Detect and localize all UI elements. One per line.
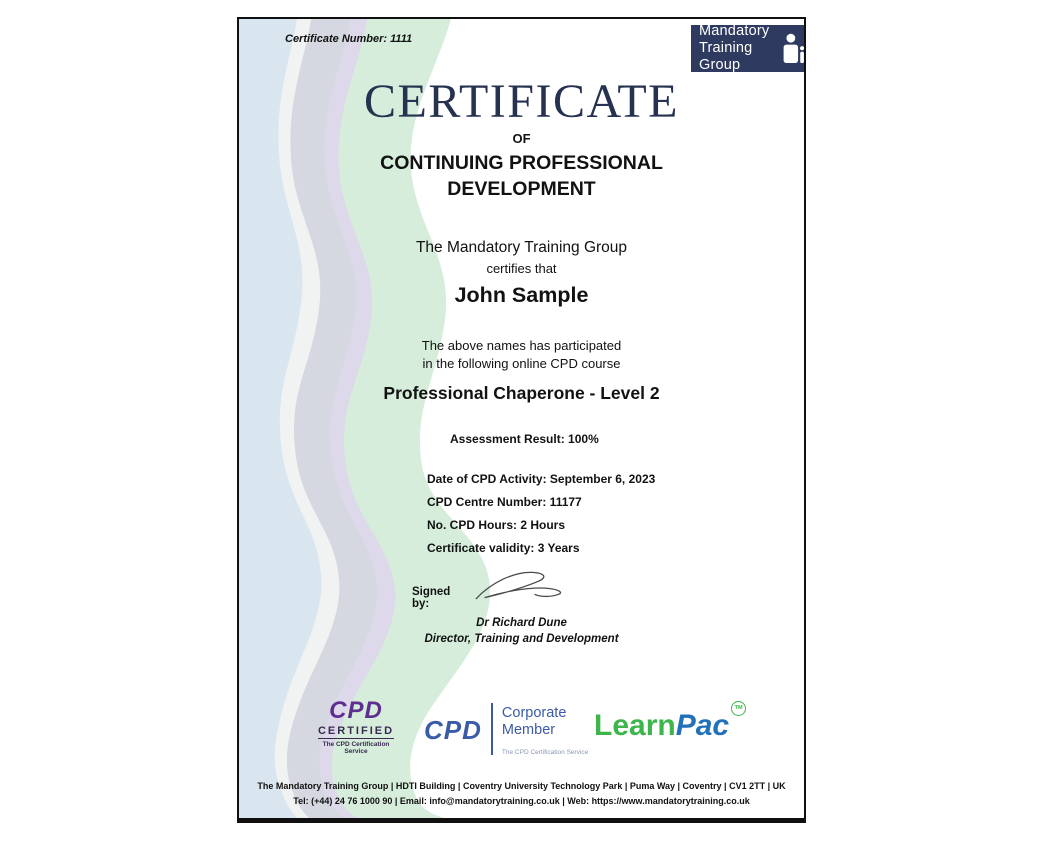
learnpac-tm-badge: TM <box>731 701 746 716</box>
title-of: OF <box>512 131 531 146</box>
cpd-corporate-divider <box>491 703 493 755</box>
footer-contact: Tel: (+44) 24 76 1000 90 | Email: info@mandatorytraining.co.uk | Web: https://www.mandatorytraining.co.uk <box>293 796 750 806</box>
certificate-subtitle <box>239 150 804 202</box>
cpd-corporate-cpd-text: CPD <box>424 715 482 745</box>
detail-date: Date of CPD Activity: September 6, 2023 <box>427 472 656 486</box>
certificate-page <box>237 17 806 823</box>
cpd-corporate-member-line1: Corporate <box>501 705 567 721</box>
participation-line1: The above names has participated <box>421 338 622 353</box>
subtitle-line1: CONTINUING PROFESSIONAL <box>380 152 663 174</box>
course-title: Professional Chaperone - Level 2 <box>383 383 660 403</box>
certificate-title: CERTIFICATE <box>364 75 679 128</box>
cpd-certified-logo <box>311 697 401 755</box>
detail-hours: No. CPD Hours: 2 Hours <box>427 518 566 532</box>
cpd-certified-label: CERTIFIED <box>317 725 395 737</box>
accreditation-badges <box>239 697 804 767</box>
subtitle-line2: DEVELOPMENT <box>447 178 596 200</box>
cpd-details <box>427 472 655 564</box>
issuer-name: The Mandatory Training Group <box>415 239 628 256</box>
cpd-certified-service-line1: The CPD Certification <box>322 741 390 748</box>
recipient-name: John Sample <box>454 283 589 307</box>
signatory-name: Dr Richard Dune <box>476 617 567 629</box>
certificate-number: Certificate Number: 1111 <box>285 33 413 45</box>
participation-text <box>239 337 804 373</box>
learnpac-logo <box>594 705 746 743</box>
cpd-certified-cpd-text: CPD <box>329 697 383 724</box>
signed-by-label: Signed by: <box>412 586 451 610</box>
signature-icon <box>472 564 577 606</box>
brand-logo <box>691 22 804 74</box>
footer-address: The Mandatory Training Group | HDTI Building | Coventry University Technology Park | Puma Way | Coventry | CV1 2TT | UK <box>257 781 786 791</box>
cpd-corporate-member-line2: Member <box>501 722 556 738</box>
cpd-corporate-service-text: The CPD Certification Service <box>501 749 589 756</box>
cpd-certified-service-line2: Service <box>344 748 368 755</box>
person-icon <box>782 29 804 69</box>
brand-logo-text <box>699 23 779 74</box>
certifies-text: certifies that <box>486 261 557 276</box>
detail-validity: Certificate validity: 3 Years <box>427 541 580 555</box>
cpd-corporate-member-logo <box>424 703 588 756</box>
learnpac-learn-text: Learn <box>594 709 676 742</box>
brand-line1: Mandatory <box>699 22 770 39</box>
detail-centre-number: CPD Centre Number: 11177 <box>427 495 582 509</box>
assessment-result: Assessment Result: 100% <box>450 432 599 446</box>
footer <box>239 779 804 809</box>
brand-line2: Training Group <box>699 39 753 74</box>
learnpac-pac-text: Pac <box>675 709 730 742</box>
signatory-title: Director, Training and Development <box>424 633 619 645</box>
participation-line2: in the following online CPD course <box>422 356 621 371</box>
